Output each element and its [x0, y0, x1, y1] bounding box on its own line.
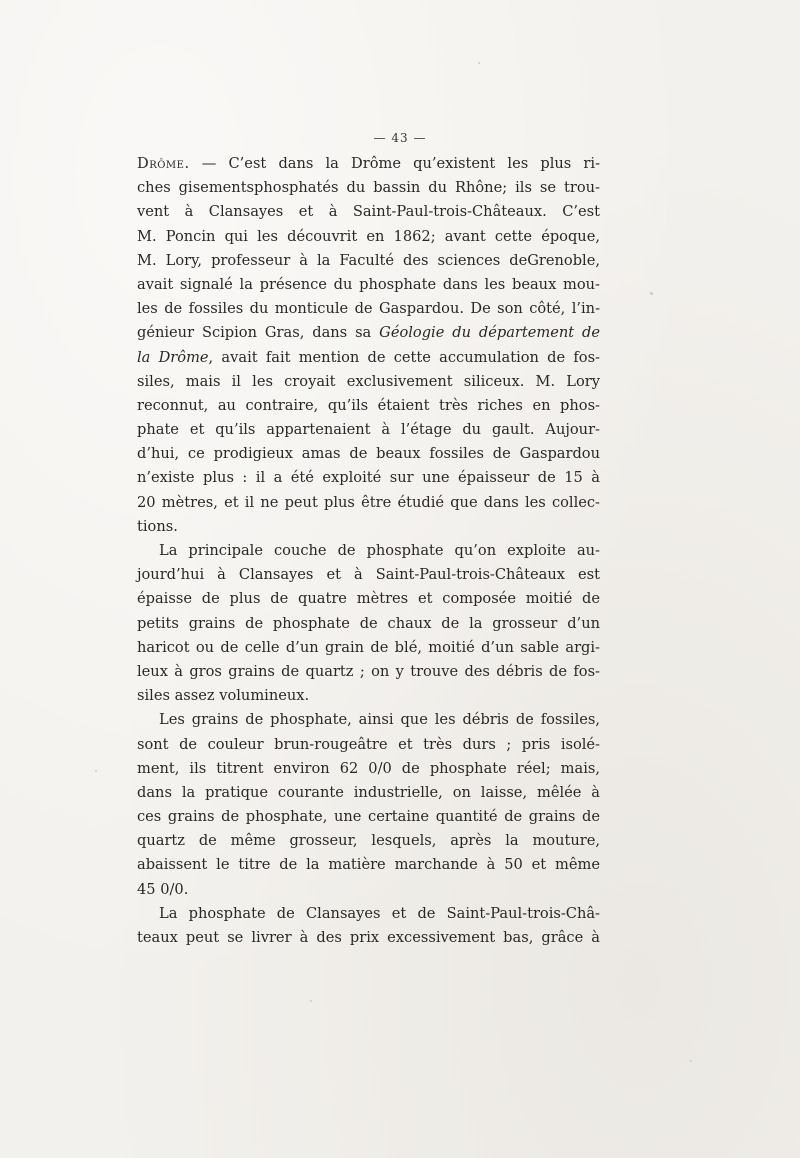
text-run: 45 0/0.	[137, 880, 189, 898]
text-run: ces grains de phosphate, une certaine quantité de grains de	[137, 808, 600, 826]
text-run: les de fossiles du monticule de Gaspardou. De son côté, l’in-	[137, 300, 600, 318]
text-line	[137, 394, 600, 418]
section-heading: Drôme.	[137, 155, 190, 172]
text-run: dans la pratique courante industrielle, on laisse, mêlée à	[137, 783, 600, 801]
text-run: M. Lory, professeur à la Faculté des sciences deGrenoble,	[137, 251, 600, 269]
text-run: avait signalé la présence du phosphate dans les beaux mou-	[137, 275, 600, 293]
text-run: petits grains de phosphate de chaux de la grosseur d’un	[137, 614, 600, 632]
text-line	[137, 805, 600, 829]
text-run: La phosphate de Clansayes et de Saint-Paul-trois-Châ-	[159, 904, 600, 922]
text-run: vent à Clansayes et à Saint-Paul-trois-Châteaux. C’est	[137, 203, 600, 221]
text-line	[137, 297, 600, 321]
text-run: haricot ou de celle d’un grain de blé, moitié d’un sable argi-	[137, 638, 600, 656]
paper-speck	[95, 770, 97, 772]
text-run: génieur Scipion Gras, dans sa	[137, 324, 380, 342]
text-line	[137, 853, 600, 877]
paper-speck	[310, 1000, 312, 1002]
text-run: siles assez volumineux.	[137, 687, 310, 705]
text-run: 20 mètres, et il ne peut plus être étudié que dans les collec-	[137, 493, 600, 511]
paragraph	[137, 708, 600, 902]
text-line	[137, 176, 600, 200]
text-line	[137, 466, 600, 490]
text-line	[137, 273, 600, 297]
text-run: M. Poncin qui les découvrit en 1862; avant cette époque,	[137, 227, 600, 245]
paragraph	[137, 902, 600, 950]
text-line	[137, 515, 600, 539]
text-run: tions.	[137, 517, 178, 535]
paper-speck	[690, 1060, 692, 1062]
text-line	[137, 321, 600, 345]
text-run: — C’est dans la Drôme qu’existent les plus ri-	[189, 155, 600, 172]
paper-speck	[478, 62, 480, 64]
paragraph	[137, 539, 600, 708]
text-line	[137, 926, 600, 950]
body-text	[137, 152, 600, 950]
text-run: ches gisementsphosphatés du bassin du Rhône; ils se trou-	[137, 179, 600, 197]
text-line	[137, 249, 600, 273]
text-line	[137, 491, 600, 515]
text-run: épaisse de plus de quatre mètres et composée moitié de	[137, 590, 600, 608]
italic-text: la Drôme	[137, 348, 209, 366]
text-line	[137, 781, 600, 805]
text-line	[137, 225, 600, 249]
text-run: ment, ils titrent environ 62 0/0 de phosphate réel; mais,	[137, 759, 600, 777]
text-run: jourd’hui à Clansayes et à Saint-Paul-trois-Châteaux est	[137, 566, 600, 584]
text-line	[137, 152, 600, 176]
text-run: reconnut, au contraire, qu’ils étaient très riches en phos-	[137, 396, 600, 414]
text-line	[137, 563, 600, 587]
text-line	[137, 539, 600, 563]
text-run: leux à gros grains de quartz ; on y trouve des débris de fos-	[137, 662, 600, 680]
text-line	[137, 370, 600, 394]
text-line	[137, 442, 600, 466]
text-line	[137, 612, 600, 636]
text-run: La principale couche de phosphate qu’on exploite au-	[159, 542, 600, 559]
text-run: siles, mais il les croyait exclusivement siliceux. M. Lory	[137, 372, 600, 390]
text-line	[137, 878, 600, 902]
paper-speck	[650, 292, 653, 295]
text-run: , avait fait mention de cette accumulation de fos-	[208, 348, 600, 366]
text-line	[137, 902, 600, 926]
text-run: abaissent le titre de la matière marchande à 50 et même	[137, 856, 600, 874]
text-run: quartz de même grosseur, lesquels, après la mouture,	[137, 832, 600, 850]
text-run: sont de couleur brun-rougeâtre et très durs ; pris isolé-	[137, 735, 600, 753]
text-line	[137, 200, 600, 224]
page-number: — 43 —	[373, 131, 427, 145]
text-line	[137, 733, 600, 757]
text-line	[137, 708, 600, 732]
text-run: Les grains de phosphate, ainsi que les débris de fossiles,	[159, 711, 600, 729]
text-line	[137, 636, 600, 660]
text-line	[137, 757, 600, 781]
text-run: phate et qu’ils appartenaient à l’étage du gault. Aujour-	[137, 421, 600, 439]
text-line	[137, 346, 600, 370]
text-line	[137, 587, 600, 611]
paragraph	[137, 152, 600, 539]
text-line	[137, 418, 600, 442]
text-line	[137, 660, 600, 684]
text-run: n’existe plus : il a été exploité sur une épaisseur de 15 à	[137, 469, 600, 487]
text-line	[137, 829, 600, 853]
text-run: d’hui, ce prodigieux amas de beaux fossiles de Gaspardou	[137, 445, 600, 463]
italic-text: Géologie du département de	[379, 324, 600, 342]
text-line	[137, 684, 600, 708]
text-run: teaux peut se livrer à des prix excessivement bas, grâce à	[137, 929, 600, 946]
